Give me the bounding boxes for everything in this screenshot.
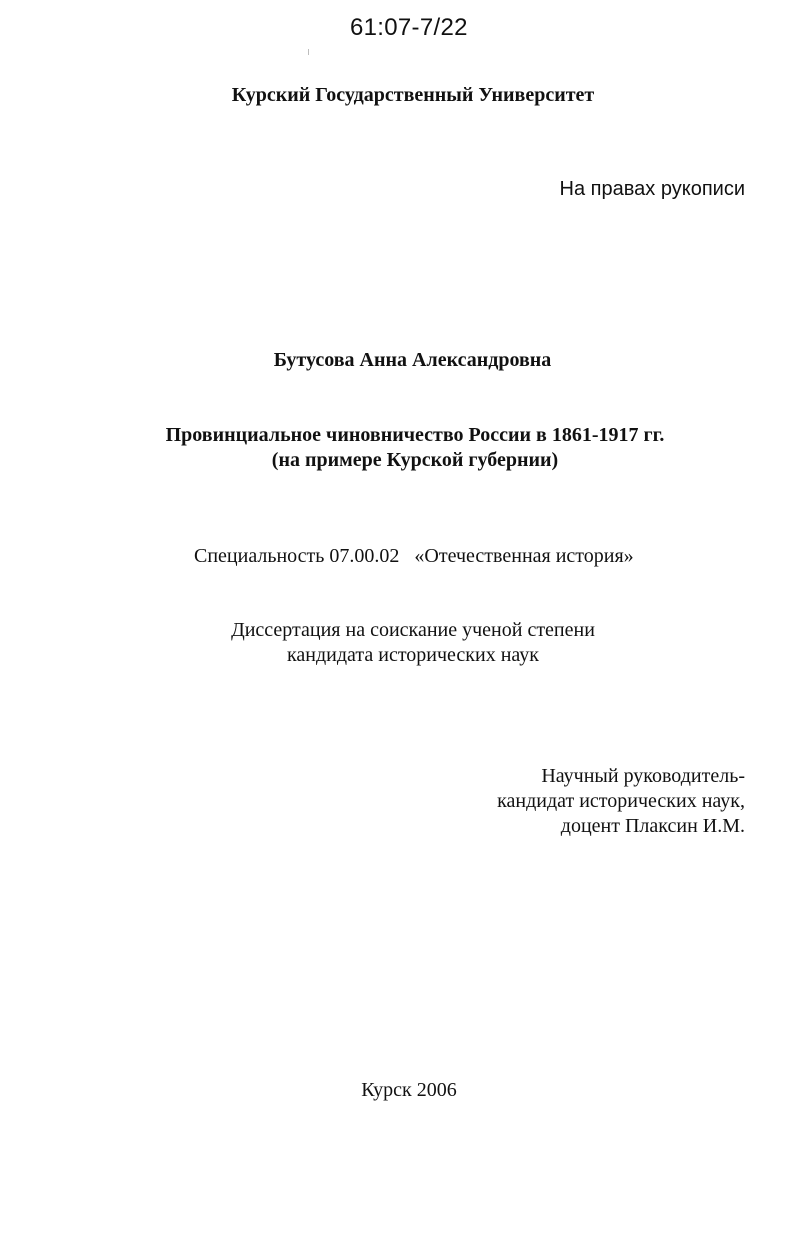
scientific-advisor [497,764,745,839]
title-line-main: Провинциальное чиновничество России в 1861-1917 гг. [165,424,665,446]
degree-line-2: кандидата исторических наук [286,644,540,666]
title-line-subtitle: (на примере Курской губернии) [271,449,559,471]
manuscript-note: На правах рукописи [559,178,745,200]
author-name: Бутусова Анна Александровна [273,349,552,371]
scan-speck [308,49,309,55]
advisor-line-degree: кандидат исторических наук, [497,790,745,812]
degree-statement [0,618,793,668]
archive-number: 61:07-7/22 [350,14,468,41]
degree-line-1: Диссертация на соискание ученой степени [231,619,595,641]
university-name: Курский Государственный Университет [231,84,595,106]
dissertation-title [0,423,793,473]
advisor-line-role: Научный руководитель- [541,765,745,787]
advisor-line-name: доцент Плаксин И.М. [560,815,745,837]
city-year: Курск 2006 [361,1079,457,1101]
specialty: Специальность 07.00.02 «Отечественная история» [194,545,634,567]
